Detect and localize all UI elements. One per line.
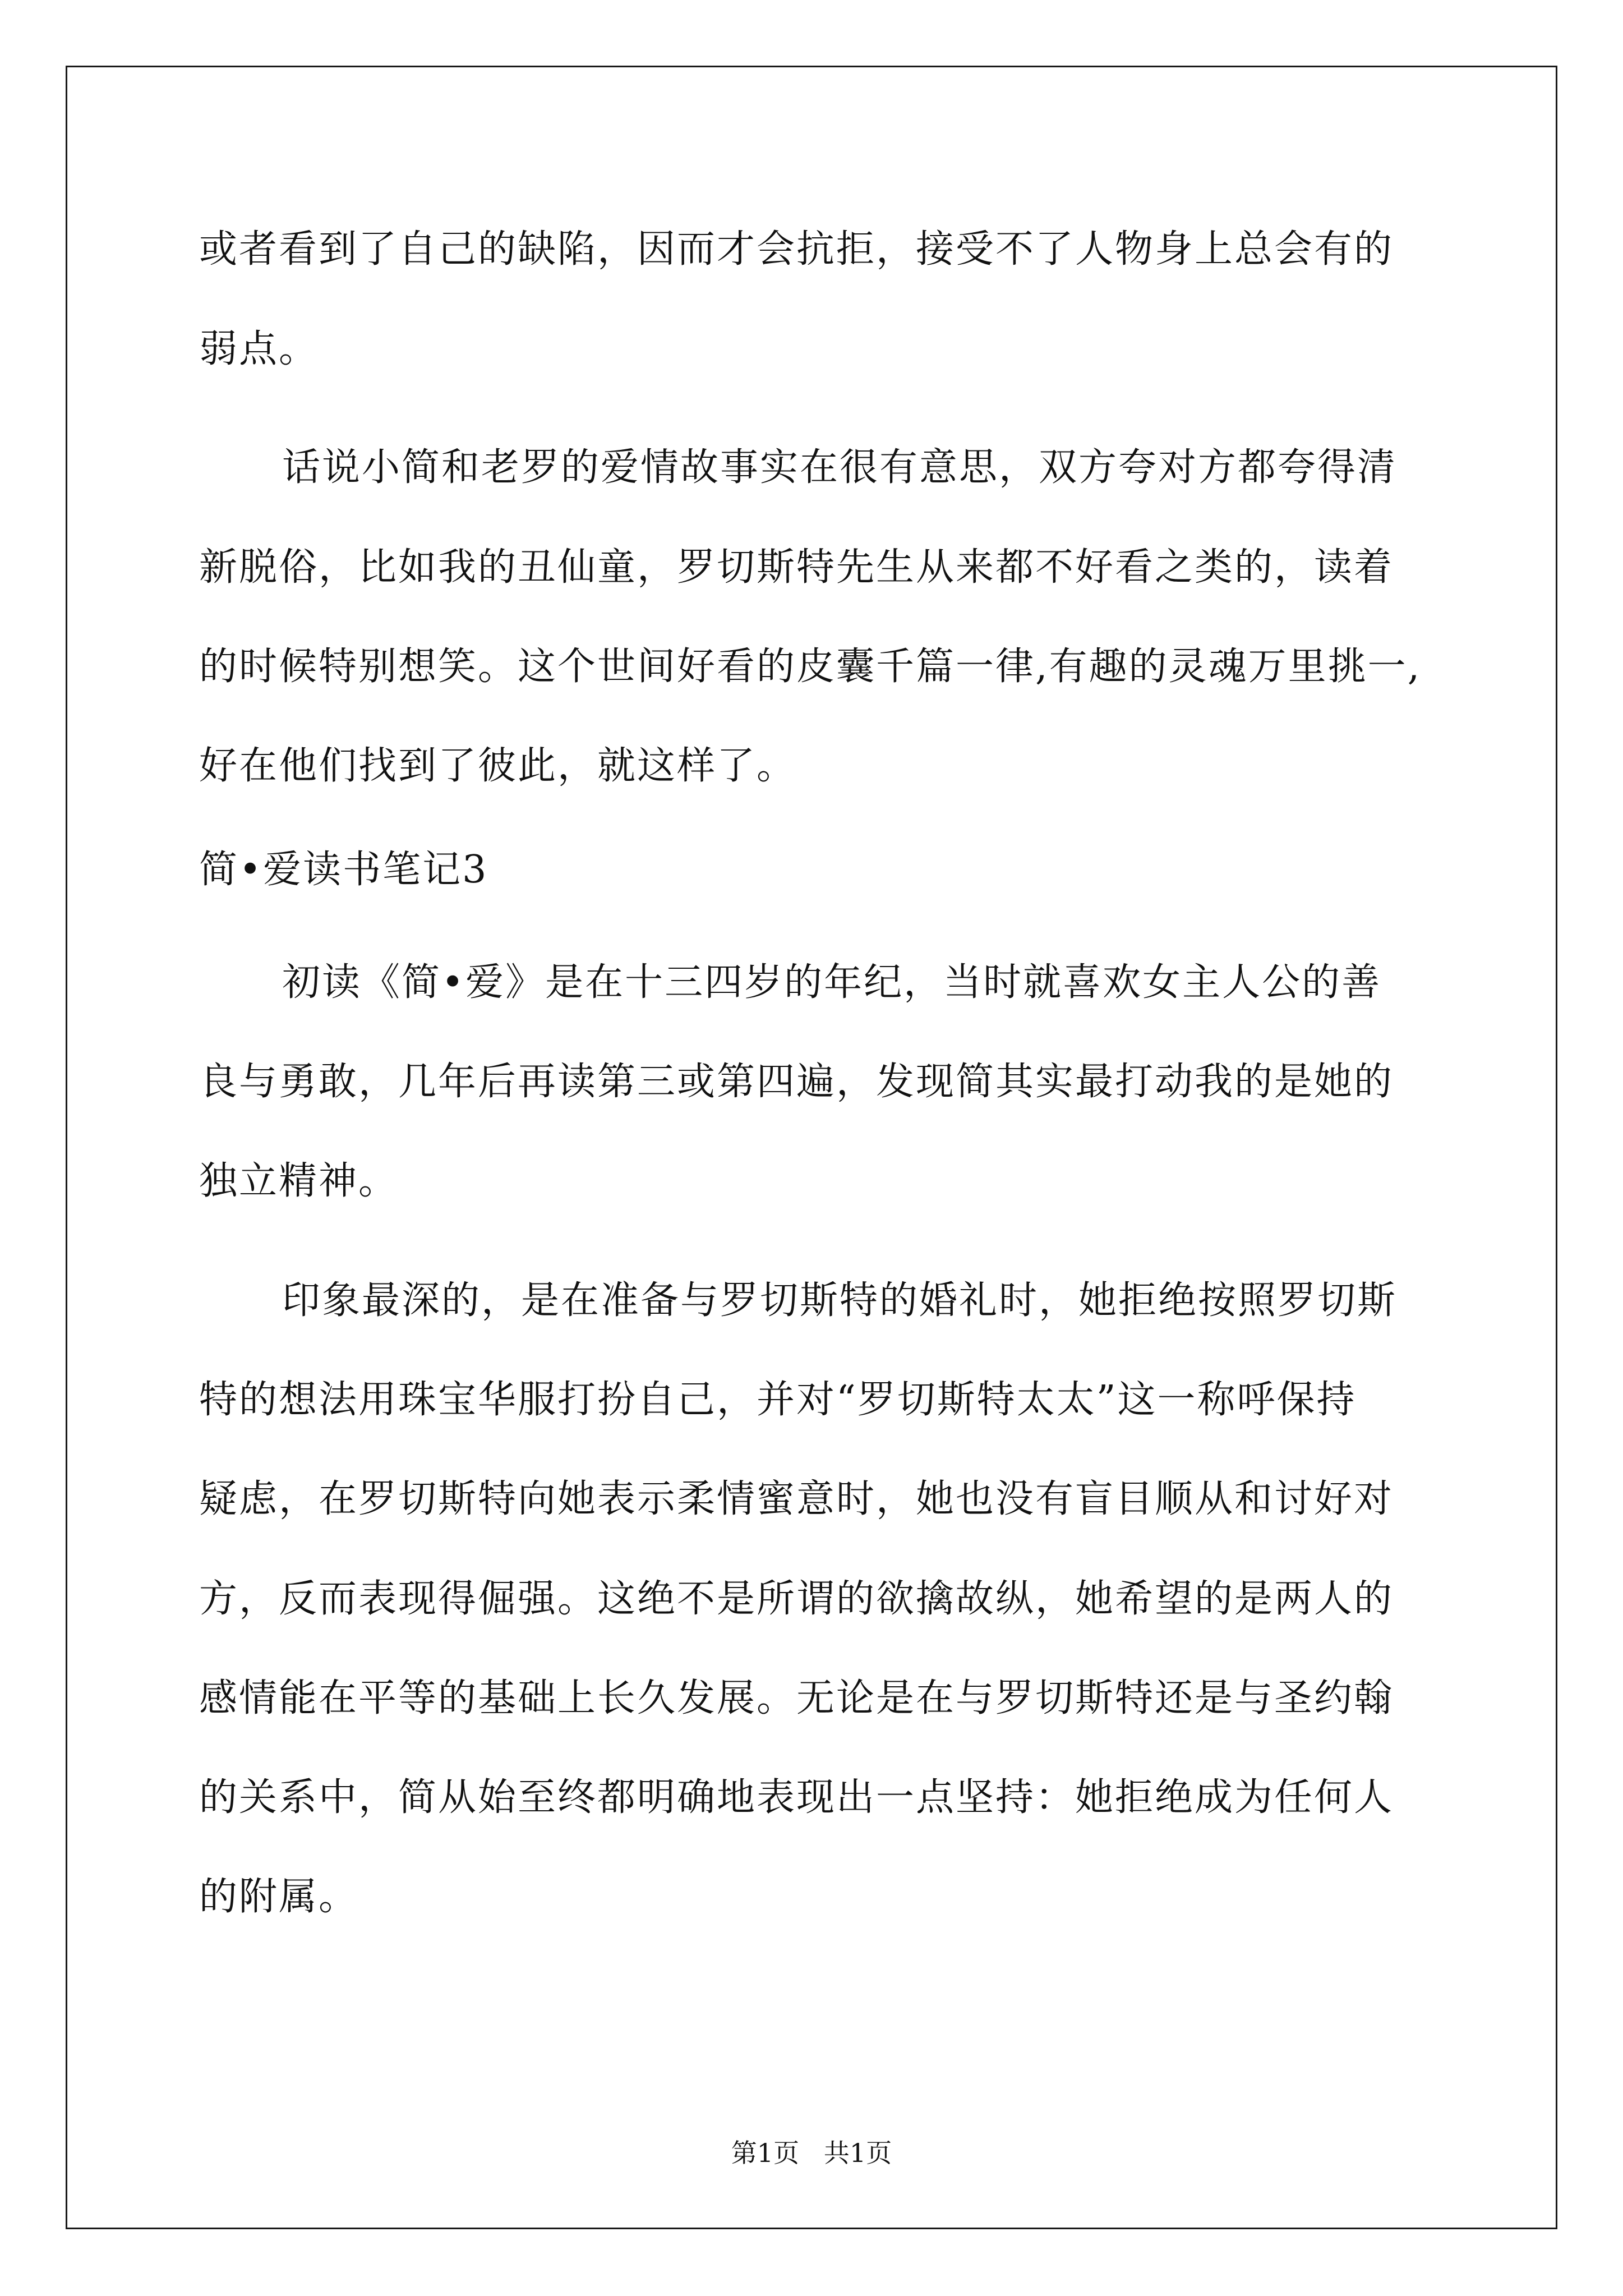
text-line: 好在他们找到了彼此，就这样了。 [199,744,797,788]
page-number-footer: 第1页 共1页 [731,2138,892,2168]
text-line: 的附属。 [199,1875,359,1919]
paragraph-start-line: 话说小简和老罗的爱情故事实在很有意思，双方夸对方都夸得清 [282,445,1398,490]
text-line: 疑虑，在罗切斯特向她表示柔情蜜意时，她也没有盲目顺从和讨好对 [199,1477,1394,1521]
text-line: 方，反而表现得倔强。这绝不是所谓的欲擒故纵，她希望的是两人的 [199,1577,1394,1621]
paragraph-start-line: 印象最深的，是在准备与罗切斯特的婚礼时，她拒绝按照罗切斯 [282,1278,1398,1323]
text-line: 感情能在平等的基础上长久发展。无论是在与罗切斯特还是与圣约翰 [199,1676,1394,1720]
text-line: 弱点。 [199,327,319,371]
text-line: 新脱俗，比如我的丑仙童，罗切斯特先生从来都不好看之类的，读着 [199,545,1394,590]
text-line: 的关系中，简从始至终都明确地表现出一点坚持：她拒绝成为任何人 [199,1775,1394,1820]
text-line: 独立精神。 [199,1159,399,1203]
section-heading: 简•爱读书笔记3 [199,848,488,892]
text-line: 的时候特别想笑。这个世间好看的皮囊千篇一律,有趣的灵魂万里挑一, [199,645,1422,689]
text-line: 特的想法用珠宝华服打扮自己，并对“罗切斯特太太”这一称呼保持 [199,1378,1357,1422]
text-line: 或者看到了自己的缺陷，因而才会抗拒，接受不了人物身上总会有的 [199,227,1394,272]
text-line: 良与勇敢，几年后再读第三或第四遍，发现简其实最打动我的是她的 [199,1060,1394,1104]
paragraph-start-line: 初读《简•爱》是在十三四岁的年纪，当时就喜欢女主人公的善 [282,960,1382,1005]
